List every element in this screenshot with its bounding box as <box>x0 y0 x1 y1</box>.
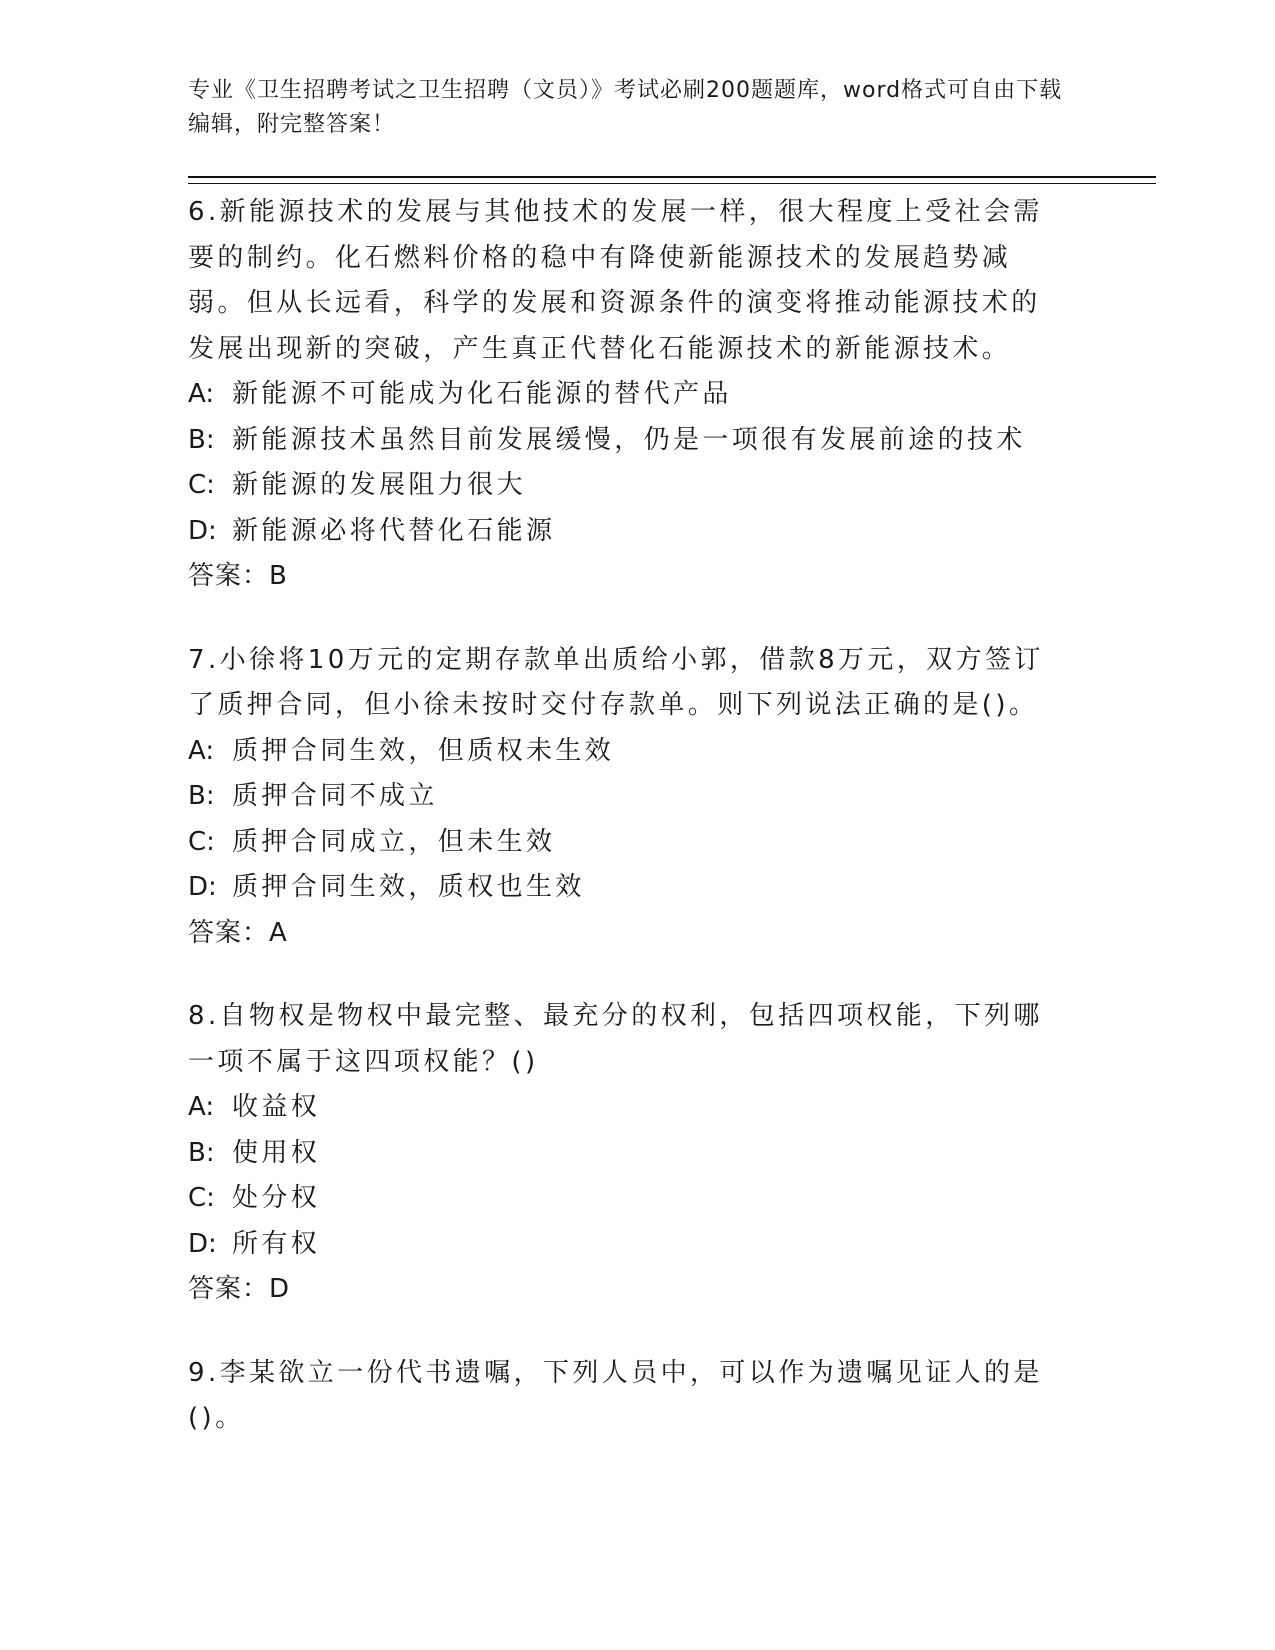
option-text: 质押合同不成立 <box>232 781 438 811</box>
option-text: 新能源的发展阻力很大 <box>232 470 527 500</box>
option-key: D: <box>188 515 217 546</box>
answer: 答案：D <box>188 1274 291 1304</box>
question-list <box>188 190 1068 1480</box>
option-key: D: <box>188 872 217 902</box>
answer: 答案：A <box>188 917 288 948</box>
option-d <box>188 1222 1068 1268</box>
option-d <box>188 509 1068 555</box>
header-rule-thin <box>188 183 1156 184</box>
option-key: A: <box>188 735 215 766</box>
question-7 <box>188 638 1068 957</box>
option-text: 所有权 <box>232 1228 321 1259</box>
option-b <box>188 774 1068 820</box>
option-a <box>188 1085 1068 1131</box>
option-text: 新能源不可能成为化石能源的替代产品 <box>232 379 732 409</box>
question-stem: 9.李某欲立一份代书遗嘱，下列人员中，可以作为遗嘱见证人的是()。 <box>188 1357 1043 1433</box>
option-d <box>188 865 1068 911</box>
option-text: 质押合同生效，但质权未生效 <box>232 735 615 766</box>
option-key: B: <box>188 781 215 811</box>
option-text: 新能源技术虽然目前发展缓慢，仍是一项很有发展前途的技术 <box>232 424 1026 455</box>
option-b <box>188 1131 1068 1177</box>
option-key: D: <box>188 1228 217 1259</box>
answer: 答案：B <box>188 561 288 591</box>
option-key: B: <box>188 1137 215 1168</box>
option-key: A: <box>188 1092 215 1122</box>
option-key: C: <box>188 826 215 857</box>
option-text: 收益权 <box>232 1092 321 1122</box>
option-c <box>188 820 1068 866</box>
option-b <box>188 418 1068 464</box>
option-c <box>188 1176 1068 1222</box>
option-text: 使用权 <box>232 1137 321 1168</box>
question-6 <box>188 190 1068 600</box>
option-c <box>188 463 1068 509</box>
option-a <box>188 729 1068 775</box>
question-stem: 6.新能源技术的发展与其他技术的发展一样，很大程度上受社会需要的制约。化石燃料价格的稳中有降使新能源技术的发展趋势减弱。但从长远看，科学的发展和资源条件的演变将推动能源技术的发展出现新的突破，产生真正代替化石能源技术的新能源技术。 <box>188 197 1043 364</box>
option-key: C: <box>188 1183 215 1213</box>
option-key: A: <box>188 379 215 409</box>
option-key: C: <box>188 470 215 500</box>
question-8 <box>188 994 1068 1313</box>
question-stem: 7.小徐将10万元的定期存款单出质给小郭，借款8万元，双方签订了质押合同，但小徐未按时交付存款单。则下列说法正确的是()。 <box>188 644 1044 720</box>
document-header: 专业《卫生招聘考试之卫生招聘（文员）》考试必刷200题题库，word格式可自由下载编辑，附完整答案！ <box>188 78 1063 137</box>
question-9 <box>188 1351 1068 1442</box>
option-text: 处分权 <box>232 1183 321 1213</box>
option-text: 质押合同成立，但未生效 <box>232 826 556 857</box>
option-key: B: <box>188 424 215 455</box>
option-a <box>188 372 1068 418</box>
option-text: 质押合同生效，质权也生效 <box>232 872 585 902</box>
header-rule-thick <box>188 176 1156 178</box>
question-stem: 8.自物权是物权中最完整、最充分的权利，包括四项权能，下列哪一项不属于这四项权能？() <box>188 1001 1043 1077</box>
option-text: 新能源必将代替化石能源 <box>232 515 556 546</box>
